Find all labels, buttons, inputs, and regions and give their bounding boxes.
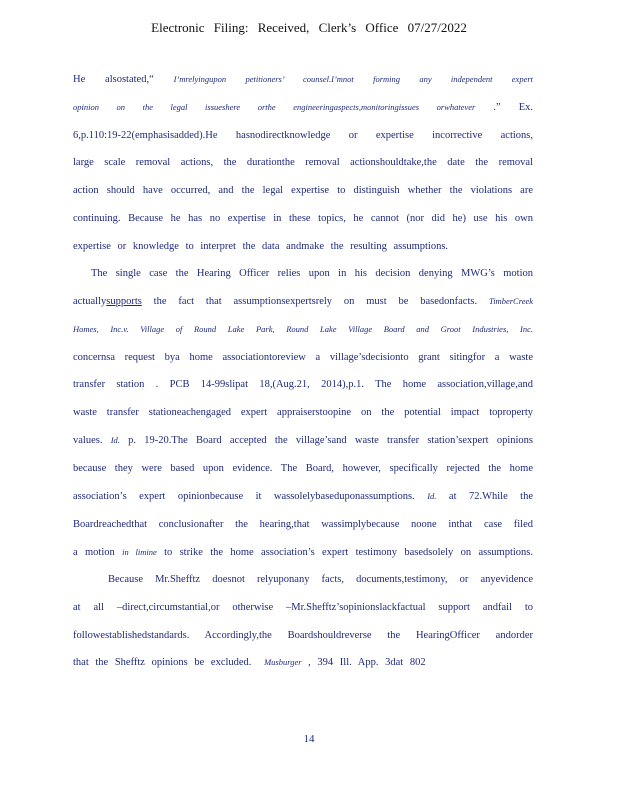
body-line: 6,p.110:19-22(emphasisadded).He hasnodirectknowledge or expertise incorrective actions, — [73, 130, 533, 141]
body-line: continuing. Because he has no expertise in these topics, he cannot (nor did he) use his own — [73, 213, 533, 224]
text-span: He alsostated,“ — [73, 74, 154, 85]
latin-term: in limine — [122, 547, 157, 557]
quoted-testimony: I’mrelyingupon petitioners’ counsel.I’mnot forming any independent expert — [173, 74, 533, 84]
text-span: values. — [73, 435, 103, 446]
body-line: waste transfer stationeachengaged expert appraiserstoopine on the potential impact toproperty — [73, 407, 533, 418]
paragraph-first-line: The single case the Hearing Officer relies upon in his decision denying MWG’s motion — [91, 268, 533, 279]
case-citation: Id. — [427, 491, 437, 501]
quoted-testimony: opinion on the legal issueshere orthe engineeringaspects,monitoringissues orwhatever — [73, 102, 476, 112]
body-line — [73, 547, 533, 561]
page-number: 14 — [303, 733, 315, 745]
body-line: action should have occurred, and the legal expertise to distinguish whether the violations are — [73, 185, 533, 196]
body-line — [73, 296, 533, 310]
text-span: a motion — [73, 547, 115, 558]
body-line: large scale removal actions, the durationthe removal actionshouldtake,the date the removal — [73, 157, 533, 168]
filing-stamp-header: Electronic Filing: Received, Clerk’s Office 07/27/2022 — [151, 20, 467, 35]
text-span: to strike the home association’s expert testimony basedsolely on assumptions. — [164, 547, 533, 558]
body-line — [73, 324, 533, 338]
body-line: concernsa request bya home associationtoreview a village’sdecisionto grant sitingfor a waste — [73, 352, 533, 363]
body-line — [73, 491, 533, 505]
body-line — [73, 74, 533, 88]
text-span: that the Shefftz opinions be excluded. — [73, 657, 252, 668]
text-span: .” Ex. — [493, 102, 533, 113]
body-line: transfer station . PCB 14-99slipat 18,(Aug.21, 2014),p.1. The home association,village,and — [73, 379, 533, 390]
body-line: because they were based upon evidence. The Board, however, specifically rejected the home — [73, 463, 533, 474]
text-span: at 72.While the — [448, 491, 533, 502]
body-line — [73, 102, 533, 116]
case-citation: TimberCreek — [488, 296, 533, 306]
body-line: expertise or knowledge to interpret the data andmake the resulting assumptions. — [73, 241, 449, 252]
text-span: association’s expert opinionbecause it wassolelybaseduponassumptions. — [73, 491, 415, 502]
case-citation: Musburger — [264, 657, 302, 667]
body-line — [73, 435, 533, 449]
text-span: p. 19-20.The Board accepted the village’sand waste transfer station’sexpert opinions — [128, 435, 533, 446]
case-citation: Homes, Inc.v. Village of Round Lake Park, Round Lake Village Board and Groot Industries, Inc. — [73, 324, 533, 334]
body-line: Boardreachedthat conclusionafter the hearing,that wassimplybecause noone inthat case filed — [73, 519, 533, 530]
underlined-text: supports — [106, 296, 142, 307]
text-span: the fact that assumptionsexpertsrely on must be basedonfacts. — [141, 296, 478, 307]
body-line: at all –direct,circumstantial,or otherwise –Mr.Shefftz’sopinionslackfactual support andfail to — [73, 602, 533, 613]
body-line: followestablishedstandards. Accordingly,the Boardshouldreverse the HearingOfficer andorder — [73, 630, 533, 641]
body-line — [73, 657, 533, 668]
paragraph-first-line: Because Mr.Shefftz doesnot relyuponany facts, documents,testimony, or anyevidence — [108, 574, 533, 585]
text-span: actually — [73, 296, 107, 307]
case-citation: Id. — [110, 435, 120, 445]
text-span: , 394 Ill. App. 3dat 802 — [308, 657, 426, 668]
